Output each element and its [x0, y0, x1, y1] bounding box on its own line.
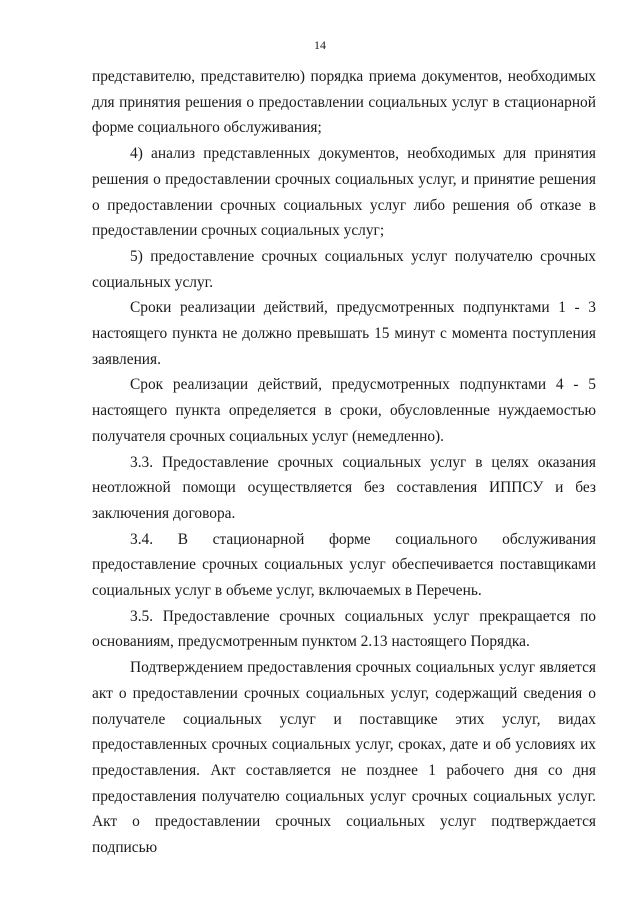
- paragraph-3-5: 3.5. Предоставление срочных социальных услуг прекращается по основаниям, предусмотренным пунктом 2.13 настоящего Порядка.: [92, 607, 596, 651]
- paragraph-item-5: 5) предоставление срочных социальных услуг получателю срочных социальных услуг.: [92, 247, 596, 291]
- paragraph-terms-4-5: Срок реализации действий, предусмотренных подпунктами 4 - 5 настоящего пункта определяется в сроки, обусловленные нуждаемостью получателя срочных социальных услуг (немедленно).: [92, 376, 596, 445]
- paragraph-3-3: 3.3. Предоставление срочных социальных услуг в целях оказания неотложной помощи осуществляется без составления ИППСУ и без заключения договора.: [92, 453, 596, 522]
- paragraph-3-4: 3.4. В стационарной форме социального обслуживания предоставление срочных социальных услуг обеспечивается поставщиками социальных услуг в объеме услуг, включаемых в Перечень.: [92, 530, 596, 600]
- paragraph-continued: представителю, представителю) порядка приема документов, необходимых для принятия решения о предоставлении социальных услуг в стационарной форме социального обслуживания;: [92, 68, 596, 137]
- page-number: 14: [314, 38, 326, 52]
- document-body: [92, 64, 596, 861]
- paragraph-item-4: 4) анализ представленных документов, необходимых для принятия решения о предоставлении срочных социальных услуг, и принятие решения о предоставлении срочных социальных услуг либо решения об отказе в предоставлении срочных социальных услуг;: [92, 145, 596, 240]
- paragraph-confirmation: Подтверждением предоставления срочных социальных услуг является акт о предоставлении срочных социальных услуг, содержащий сведения о получателе социальных услуг и поставщике этих услуг, видах предоставленных срочных социальных услуг, сроках, дате и об условиях их предоставления. Акт составляется не позднее 1 рабочего дня со дня предоставления получателю социальных услуг срочных социальных услуг. Акт о предоставлении срочных социальных услуг подтверждается подписью: [92, 659, 596, 857]
- paragraph-terms-1-3: Сроки реализации действий, предусмотренных подпунктами 1 - 3 настоящего пункта не должно превышать 15 минут с момента поступления заявления.: [92, 299, 596, 368]
